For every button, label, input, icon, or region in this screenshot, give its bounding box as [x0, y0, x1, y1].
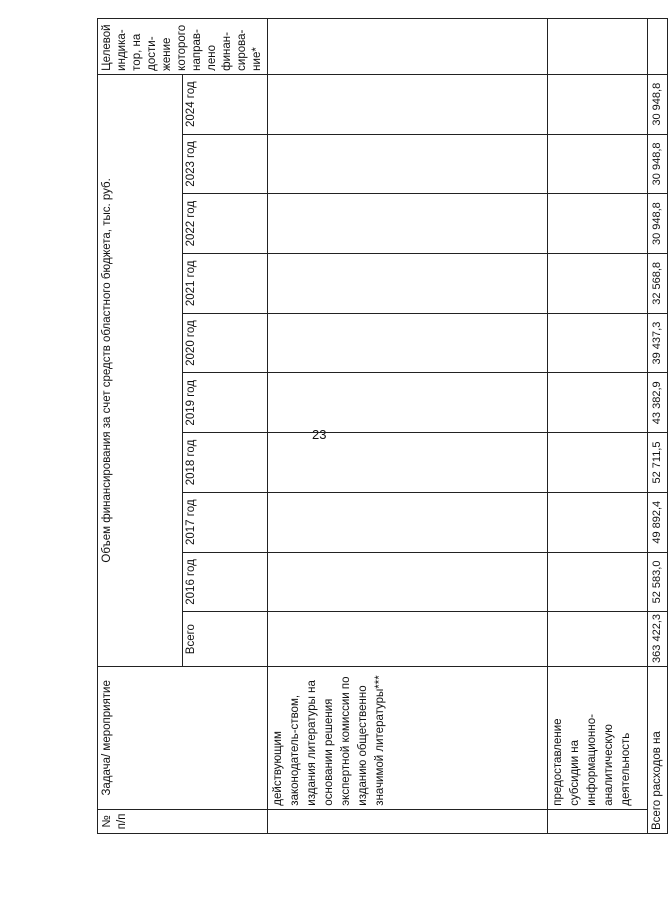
table-row: [268, 19, 548, 834]
task-cell: действующим законодатель-ством, издания литературы на основании решения экспертной комиссии по изданию общественно значимой литературы***: [268, 666, 548, 809]
total-value: 39 437,3: [648, 313, 668, 373]
total-value: 32 568,8: [648, 253, 668, 313]
total-value: 43 382,9: [648, 373, 668, 433]
total-value: 52 711,5: [648, 433, 668, 493]
page-number: 23: [312, 427, 327, 442]
total-value: 52 583,0: [648, 552, 668, 612]
total-value: 363 422,3: [648, 612, 668, 667]
total-row: [648, 19, 668, 834]
total-label: Всего расходов на: [648, 666, 668, 833]
header-total: Всего: [183, 612, 268, 667]
table-row: [548, 19, 648, 834]
header-year: 2024 год: [183, 74, 268, 134]
header-indicator: Целевой индика-тор, на дости-жение которого направ-лено финан-сирова-ние*: [98, 19, 268, 75]
header-year: 2022 год: [183, 194, 268, 254]
task-cell: предоставление субсидии на информационно-аналитическую деятельность: [548, 666, 648, 809]
header-year: 2019 год: [183, 373, 268, 433]
header-year: 2020 год: [183, 313, 268, 373]
header-year: 2016 год: [183, 552, 268, 612]
header-num: № п/п: [98, 809, 268, 833]
header-task: Задача/ мероприятие: [98, 666, 268, 809]
header-year: 2018 год: [183, 433, 268, 493]
header-year: 2023 год: [183, 134, 268, 194]
header-year: 2017 год: [183, 492, 268, 552]
header-finance: Объем финансирования за счет средств областного бюджета, тыс. руб.: [98, 74, 183, 666]
total-value: 49 892,4: [648, 492, 668, 552]
total-value: 30 948,8: [648, 74, 668, 134]
total-value: 30 948,8: [648, 194, 668, 254]
header-year: 2021 год: [183, 253, 268, 313]
financing-table: [97, 18, 668, 834]
rotated-table-wrapper: [97, 18, 663, 834]
total-value: 30 948,8: [648, 134, 668, 194]
